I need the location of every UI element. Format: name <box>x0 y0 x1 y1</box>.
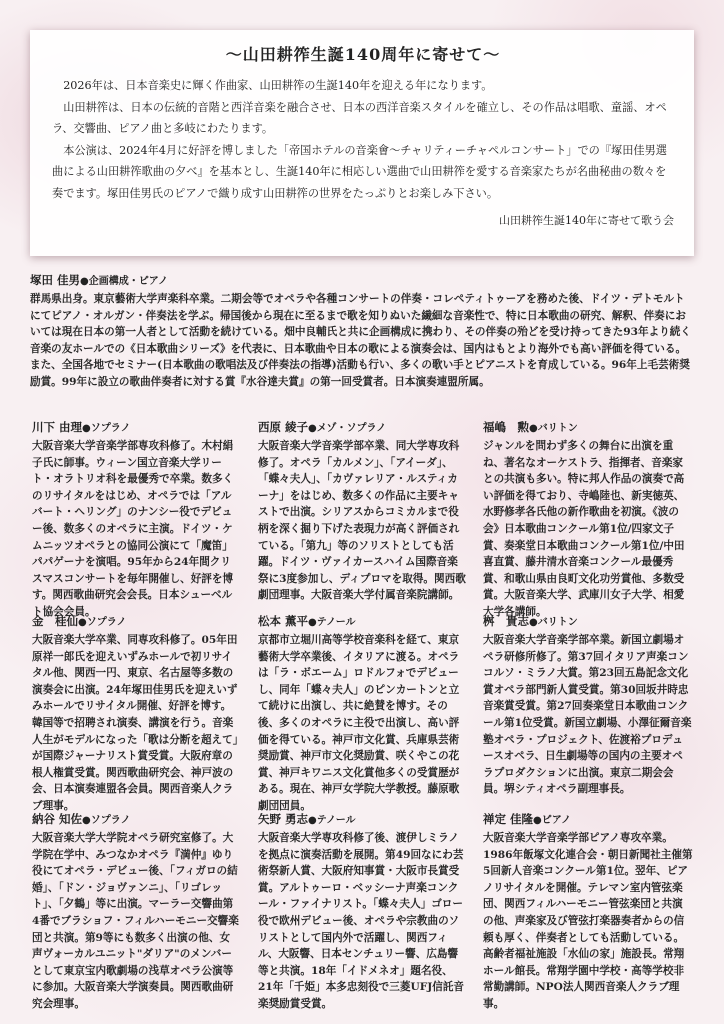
performer-profile <box>32 811 240 1013</box>
performer-role: ●メゾ・ソプラノ <box>308 423 387 434</box>
intro-panel <box>30 30 694 256</box>
performer-profile <box>258 811 466 1013</box>
performer-role: ●バリトン <box>529 423 578 434</box>
performer-role: ●ピアノ <box>533 815 571 826</box>
performer-role: ●企画構成・ピアノ <box>80 276 168 287</box>
performer-profile <box>32 613 240 815</box>
performer-profile <box>483 811 693 1013</box>
performer-bio: 群馬県出身。東京藝術大学声楽科卒業。二期会等でオペラや各種コンサートの伴奏・コレペティトゥーアを務めた後、ドイツ・デトモルトにてピアノ・オルガン・伴奏法を学ぶ。帰国後から現在に至るまで歌を知りぬいた繊細な音楽性で、特に日本歌曲の研究、解釈、伴奏においては現在日本の第一人者として活動を続けている。畑中良輔氏と共に企画構成に携わり、その伴奏の殆どを受け持ってきた93年より続く音楽の友ホールでの《日本歌曲シリーズ》を代表に、日本歌曲や日本の歌による演奏会は、国内はもとより海外でも高い評価を得ている。また、全国各地でセミナー(日本歌曲の歌唱法及び伴奏法の指導)活動も行い、多くの歌い手とピアニストを育成している。96年上毛芸術奨励賞。99年に設立の歌曲伴奏者に対する賞『水谷達夫賞』の第一回受賞者。日本演奏連盟所属。 <box>30 293 691 388</box>
performer-profile <box>483 613 693 798</box>
performer-bio: ジャンルを問わず多くの舞台に出演を重ね、著名なオーケストラ、指揮者、音楽家との共演も多い。特に邦人作品の演奏で高い評価を得ており、寺嶋陸也、新実徳英、水野修孝各氏他の新作歌曲を初演。《波の会》日本歌曲コンクール第1位/四家文子賞、奏楽堂日本歌曲コンクール第1位/中田喜直賞、藤井清水音楽コンクール最優秀賞、和歌山県由良町文化功労賞他、多数受賞。大阪音楽大学、武庫川女子大学、相愛大学各講師。 <box>483 440 685 618</box>
performer-heading <box>32 613 240 629</box>
performer-profile <box>32 419 240 621</box>
performer-profile <box>30 272 694 391</box>
performer-heading <box>258 419 466 435</box>
intro-title: 〜山田耕筰生誕140周年に寄せて〜 <box>225 45 501 64</box>
performer-name: 松本 薫平 <box>258 614 309 628</box>
performer-bio: 大阪音楽大学音楽学部卒業、同大学専攻科修了。オペラ「カルメン」、「アイーダ」、「蝶々夫人」、「カヴァレリア・ルスティカーナ」をはじめ、数多くの作品に主要キャストで出演。シリアスからコミカルまで役柄を深く掘り下げた表現力が高く評価されている。「第九」等のソリストとしても活躍。ドイツ・ヴァイカースハイム国際音楽祭に3度参加し、ディプロマを取得。関西歌劇団理事。大阪音楽大学付属音楽院講師。 <box>258 440 466 602</box>
performer-name: 矢野 勇志 <box>258 812 309 826</box>
performer-heading <box>30 272 694 288</box>
performer-name: 金 桂仙 <box>32 614 78 628</box>
performer-name: 塚田 佳男 <box>30 273 81 287</box>
performer-heading <box>483 811 693 827</box>
performer-name: 福嶋 勲 <box>483 420 529 434</box>
intro-signature: 山田耕筰生誕140年に寄せて歌う会 <box>499 214 674 227</box>
performer-heading <box>258 811 466 827</box>
performer-bio: 大阪音楽大学大学院オペラ研究室修了。大学院在学中、みつなかオペラ『満仲』ゆり役にてオペラ・デビュー後、「フィガロの結婚」、「ドン・ジョヴァンニ」、「リゴレット」、「夕鶴」等に出演。マーラー交響曲第4番でブラショフ・フィルハーモニー交響楽団と共演。第9等にも数多く出演の他、女声ヴォーカルユニット"ダリア"のメンバーとして東京宝内歌劇場の浅草オペラ公演等に参加。大阪音楽大学演奏員。関西歌曲研究会理事。 <box>32 832 239 1010</box>
performer-bio: 大阪音楽大学専攻科修了後、渡伊しミラノを拠点に演奏活動を展開。第49回なにわ芸術祭新人賞、大阪府知事賞・大阪市長賞受賞。アルトゥーロ・ベッシーナ声楽コンクール・ファイナリスト。「蝶々夫人」ゴロー役で欧州デビュー後、オペラや宗教曲のソリストとして国内外で活躍し、関西フィル、大阪響、日本センチュリー響、広島響等と共演。18年「イドメネオ」題名役、21年「千姫」本多忠刻役で三菱UFJ信託音楽奨励賞受賞。 <box>258 832 465 1010</box>
performer-bio: 京都市立堀川高等学校音楽科を経て、東京藝術大学卒業後、イタリアに渡る。オペラは「ラ・ボエーム」ロドルフォでデビューし、同年「蝶々夫人」のピンカートンと立て続けに出演し、共に絶賛を博す。その後、多くのオペラに主役で出演し、高い評価を得ている。神戸市文化賞、兵庫県芸術奨励賞、神戸市文化奨励賞、咲くやこの花賞、神戸キワニス文化賞他多くの受賞歴がある。現在、神戸女学院大学教授。藤原歌劇団団員。 <box>258 634 460 812</box>
performer-role: ●バリトン <box>529 617 578 628</box>
performer-name: 禅定 佳隆 <box>483 812 534 826</box>
performer-bio: 大阪音楽大学卒業、同専攻科修了。05年田原祥一郎氏を迎えいずみホールで初リサイタル他、関西一円、東京、名古屋等多数の演奏会に出演。24年塚田佳男氏を迎えいずみホールでリサイタル開催、好評を博す。韓国等で招聘され演奏、講演を行う。音楽人生がモデルになった「歌は分断を超えて」が国際ジャーナリスト賞受賞。大阪府章の根人権賞受賞。関西歌曲研究会、神戸波の会、日本演奏連盟各会員。関西音楽人クラブ理事。 <box>32 634 239 812</box>
performer-heading <box>483 613 693 629</box>
performer-bio: 大阪音楽大学音楽学部卒業。新国立劇場オペラ研修所修了。第37回イタリア声楽コンコルソ・ミラノ大賞。第23回五島記念文化賞オペラ部門新人賞受賞。第30回坂井時忠音楽賞受賞。第27回奏楽堂日本歌曲コンクール第1位受賞。新国立劇場、小澤征爾音楽塾オペラ・プロジェクト、佐渡裕プロデュースオペラ、日生劇場等の国内の主要オペラプロダクションに出演。東京二期会会員。堺シティオペラ副理事長。 <box>483 634 692 796</box>
performer-role: ●テノール <box>308 815 356 826</box>
performer-role: ●ソプラノ <box>82 815 131 826</box>
intro-paragraph: 山田耕筰は、日本の伝統的音階と西洋音楽を融合させ、日本の西洋音楽スタイルを確立し、その作品は唱歌、童謡、オペラ、交響曲、ピアノ曲と多岐にわたります。 <box>52 100 667 135</box>
intro-paragraph: 本公演は、2024年4月に好評を博しました「帝国ホテルの音楽會〜チャリティーチャペルコンサート」での『塚田佳男選曲による山田耕筰歌曲の夕べ』を基本とし、生誕140年に相応しい選曲で山田耕筰を愛する音楽家たちが名曲秘曲の数々を奏でます。塚田佳男氏のピアノで織り成す山田耕筰の世界をたっぷりとお楽しみ下さい。 <box>52 143 667 200</box>
performer-heading <box>32 811 240 827</box>
performer-role: ●テノール <box>308 617 356 628</box>
performer-bio: 大阪音楽大学音楽学部専攻科修了。木村絹子氏に師事。ウィーン国立音楽大学リート・オラトリオ科を最優秀で卒業。数多くのリサイタルをはじめ、オペラでは「アルバート・ヘリング」のナンシー役でデビュー後、数多くのオペラに主演。ドイツ・ケムニッツオペラとの協同公演にて「魔笛」パパゲーナを演唱。95年から24年間クリスマスコンサートを毎年開催し、好評を博す。関西歌曲研究会会長。日本シューベルト協会会員。 <box>32 440 234 618</box>
performer-bio: 大阪音楽大学音楽学部ピアノ専攻卒業。1986年飯塚文化連合会・朝日新聞社主催第5回新人音楽コンクール第1位。翌年、ピアノリサイタルを開催。テレマン室内管弦楽団、関西フィルハーモニー管弦楽団と共演の他、声楽家及び管弦打楽器奏者からの信頼も厚く、伴奏者としても活動している。高齢者福祉施設「水仙の家」施設長。常翔ホール館長。常翔学園中学校・高等学校非常勤講師。NPO法人関西音楽人クラブ理事。 <box>483 832 693 1010</box>
performer-profile <box>483 419 693 621</box>
performer-name: 川下 由理 <box>32 420 83 434</box>
performer-heading <box>32 419 240 435</box>
performer-name: 納谷 知佐 <box>32 812 83 826</box>
performer-role: ●ソプラノ <box>82 423 131 434</box>
performer-heading <box>483 419 693 435</box>
performer-name: 桝 貴志 <box>483 614 529 628</box>
performer-profile <box>258 419 466 604</box>
performer-heading <box>258 613 466 629</box>
performer-name: 西原 綾子 <box>258 420 309 434</box>
performer-profile <box>258 613 466 815</box>
intro-paragraph: 2026年は、日本音楽史に輝く作曲家、山田耕筰の生誕140年を迎える年になります。 <box>63 79 493 92</box>
performer-role: ●ソプラノ <box>78 617 127 628</box>
